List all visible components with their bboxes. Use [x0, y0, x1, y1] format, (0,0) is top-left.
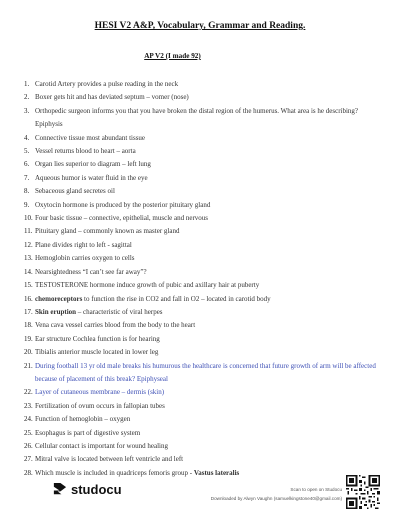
- item-number: 2.: [24, 93, 30, 102]
- list-item: [24, 453, 379, 466]
- item-text: [35, 158, 379, 171]
- item-number: 16.: [24, 294, 33, 303]
- item-number: 1.: [24, 80, 30, 88]
- item-text: [35, 453, 379, 466]
- item-number: 3.: [24, 106, 30, 115]
- list-item: [24, 158, 379, 171]
- footer-info: [211, 485, 342, 503]
- list-item: [24, 360, 379, 387]
- list-item: [24, 225, 379, 238]
- item-text: [35, 78, 379, 91]
- list-item: [24, 440, 379, 453]
- item-number: 23.: [24, 401, 33, 410]
- item-number: 21.: [24, 361, 33, 370]
- item-number: 5.: [24, 147, 30, 156]
- item-number: 24.: [24, 415, 33, 424]
- item-text-segment: Hemoglobin carries oxygen to cells: [35, 254, 135, 263]
- item-text-segment: Four basic tissue – connective, epithelial, muscle and nervous: [35, 214, 209, 223]
- list-item: [24, 172, 379, 185]
- item-number: 12.: [24, 240, 33, 249]
- document-title: HESI V2 A&P, Vocabulary, Grammar and Reading.: [94, 21, 306, 31]
- item-text: [35, 319, 379, 332]
- item-number: 8.: [24, 187, 30, 196]
- item-number: 17.: [24, 307, 33, 316]
- item-number: 9.: [24, 200, 30, 209]
- item-text-segment: Esophagus is part of digestive system: [35, 428, 141, 437]
- list-item: [24, 199, 379, 212]
- studocu-logo[interactable]: [52, 482, 122, 497]
- item-number: 4.: [24, 133, 30, 142]
- item-text: [35, 346, 379, 359]
- item-number: 18.: [24, 321, 33, 330]
- item-text-segment: Orthopedic surgeon informs you that you have broken the distal region of the humerus. What area is he describing? Epiphysis: [35, 106, 359, 129]
- downloaded-by-text: Downloaded by Alwyn Vaughn (samuelkingstone40@gmail.com): [210, 496, 342, 501]
- list-item: [24, 306, 379, 319]
- item-text-segment: Pituitary gland – commonly known as master gland: [35, 227, 180, 236]
- item-number: 22.: [24, 388, 33, 397]
- item-text-segment: Tibialis anterior muscle located in lower leg: [35, 348, 159, 357]
- item-number: 20.: [24, 348, 33, 357]
- list-item: [24, 467, 379, 480]
- item-number: 19.: [24, 334, 33, 343]
- item-bold-text: chemoreceptors: [35, 294, 83, 303]
- qr-code-icon[interactable]: [346, 475, 380, 509]
- item-text-segment: Mitral valve is located between left ventricle and left: [35, 455, 184, 464]
- list-item: [24, 91, 379, 104]
- item-number: 28.: [24, 468, 33, 477]
- item-text-segment: Oxytocin hormone is produced by the posterior pituitary gland: [35, 200, 211, 209]
- item-text-segment: TESTOSTERONE hormone induce growth of pubic and axillary hair at puberty: [35, 281, 260, 290]
- item-text-segment: Function of hemoglobin – oxygen: [35, 415, 131, 424]
- list-item: [24, 293, 379, 306]
- item-number: 25.: [24, 428, 33, 437]
- item-text-segment: Vena cava vessel carries blood from the body to the heart: [35, 321, 196, 330]
- item-text-segment: Aqueous humor is water fluid in the eye: [35, 173, 148, 182]
- item-text: [35, 172, 379, 185]
- item-text-segment: During football 13 yr old male breaks his humurous the healthcare is concerned that future growth of arm will be affected because of placement of this break? Epiphyseal: [35, 361, 376, 383]
- item-text-segment: Nearsightedness “I can’t see far away”?: [35, 267, 147, 276]
- item-text: [35, 145, 379, 158]
- item-text: [35, 413, 379, 426]
- item-text-segment: Connective tissue most abundant tissue: [35, 133, 146, 142]
- item-text: [35, 293, 379, 306]
- item-text-segment: Carotid Artery provides a pulse reading in the neck: [35, 80, 179, 88]
- item-bold-text: Skin eruption: [35, 307, 77, 316]
- item-bold-text: Vastus lateralis: [193, 468, 240, 477]
- list-item: [24, 78, 379, 91]
- list-item: [24, 400, 379, 413]
- list-item: [24, 333, 379, 346]
- item-number: 26.: [24, 441, 33, 450]
- item-text: [35, 306, 379, 319]
- list-item: [24, 346, 379, 359]
- item-text: [35, 333, 379, 346]
- item-number: 14.: [24, 267, 33, 276]
- item-text-segment: Fertilization of ovum occurs in fallopian tubes: [35, 401, 165, 410]
- item-number: 27.: [24, 455, 33, 464]
- item-text: [35, 105, 379, 132]
- item-text: [35, 386, 379, 399]
- item-text: [35, 279, 379, 292]
- item-text-segment: Cellular contact is important for wound healing: [35, 441, 168, 450]
- item-text-segment: – characteristic of viral herpes: [76, 307, 163, 316]
- item-text-segment: Vessel returns blood to heart – aorta: [35, 147, 136, 156]
- list-item: [24, 185, 379, 198]
- studocu-logo-icon: [52, 482, 67, 497]
- item-text-segment: Boxer gets hit and has deviated septum – vomer (nose): [35, 93, 189, 102]
- list-item: [24, 266, 379, 279]
- item-text-segment: Ear structure Cochlea function is for hearing: [35, 334, 160, 343]
- item-text-segment: Plane divides right to left - sagittal: [35, 240, 132, 249]
- list-item: [24, 413, 379, 426]
- item-text: [35, 225, 379, 238]
- item-number: 7.: [24, 173, 30, 182]
- item-text-segment: Organ lies superior to diagram – left lung: [35, 160, 151, 169]
- brand-name: studocu: [71, 482, 122, 497]
- item-number: 10.: [24, 214, 33, 223]
- item-number: 6.: [24, 160, 30, 169]
- item-text: [35, 212, 379, 225]
- list-item: [24, 132, 379, 145]
- list-item: [24, 145, 379, 158]
- item-text: [35, 427, 379, 440]
- list-item: [24, 386, 379, 399]
- item-text-segment: to function the rise in CO2 and fall in O2 – located in carotid body: [82, 294, 271, 303]
- numbered-list: [24, 78, 379, 480]
- page-footer: [0, 480, 400, 517]
- item-text: [35, 360, 379, 387]
- item-text: [35, 440, 379, 453]
- item-text: [35, 185, 379, 198]
- item-number: 15.: [24, 281, 33, 290]
- item-text: [35, 400, 379, 413]
- item-text: [35, 266, 379, 279]
- list-item: [24, 212, 379, 225]
- list-item: [24, 279, 379, 292]
- item-number: 11.: [24, 227, 33, 236]
- item-number: 13.: [24, 254, 33, 263]
- item-text: [35, 199, 379, 212]
- item-text: [35, 239, 379, 252]
- item-text: [35, 132, 379, 145]
- item-text-segment: Sebaceous gland secretes oil: [35, 187, 115, 196]
- item-text: [35, 91, 379, 104]
- item-text: [35, 252, 379, 265]
- list-item: [24, 252, 379, 265]
- list-item: [24, 105, 379, 132]
- list-item: [24, 239, 379, 252]
- scan-text: Scan to open on Studocu: [290, 487, 342, 492]
- document-subtitle: AP V2 (I made 92): [144, 52, 201, 60]
- item-text-segment: Layer of cutaneous membrane – dermis (skin): [35, 388, 165, 397]
- item-text-segment: Which muscle is included in quadriceps femoris group -: [35, 468, 194, 477]
- list-item: [24, 427, 379, 440]
- item-text: [35, 467, 379, 480]
- list-item: [24, 319, 379, 332]
